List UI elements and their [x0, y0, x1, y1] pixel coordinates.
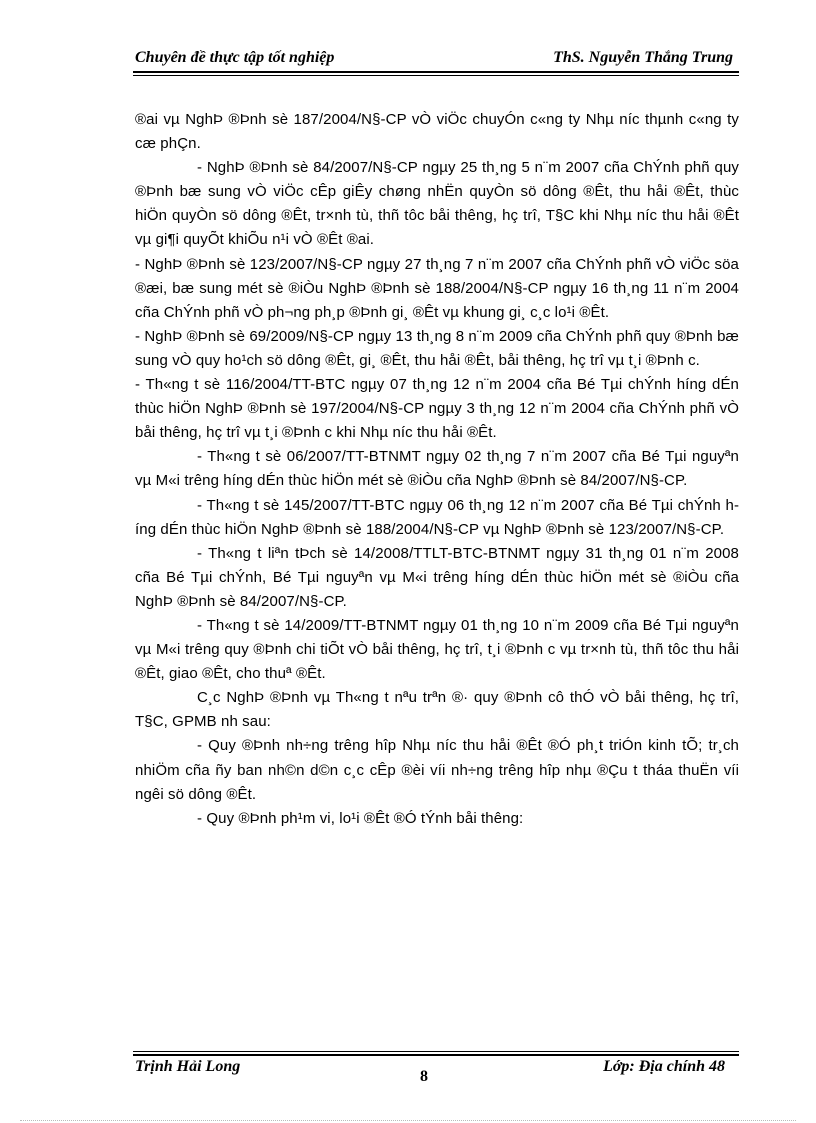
paragraph: - Th«ng t sè 06/2007/TT-BTNMT ngµy 02 th¸ng 7 n¨m 2007 cña Bé Tµi nguyªn vµ M«i trêng híng dÉn thùc hiÖn mét sè ®iÒu cña NghÞ ®Þnh sè 84/2007/N§-CP. [135, 448, 739, 490]
header-document-title: Chuyên đề thực tập tốt nghiệp [135, 49, 335, 66]
paragraph: - NghÞ ®Þnh sè 123/2007/N§-CP ngµy 27 th¸ng 7 n¨m 2007 cña ChÝnh phñ vÒ viÖc söa ®æi, bæ sung mét sè ®iÒu NghÞ ®Þnh sè 188/2004/N§-CP ngµy 16 th¸ng 11 n¨m 2004 cña ChÝnh phñ vÒ ph¬ng ph¸p ®Þnh gi¸ ®Êt vµ khung gi¸ c¸c lo¹i ®Êt. [135, 255, 739, 321]
footer-author-name: Trịnh Hải Long [135, 1058, 241, 1075]
footer-rule-thin [133, 1051, 739, 1052]
paragraph: ®ai vµ NghÞ ®Þnh sè 187/2004/N§-CP vÒ viÖc chuyÓn c«ng ty Nhµ níc thµnh c«ng ty cæ phÇn. [135, 111, 739, 153]
paragraph: - NghÞ ®Þnh sè 69/2009/N§-CP ngµy 13 th¸ng 8 n¨m 2009 cña ChÝnh phñ quy ®Þnh bæ sung vÒ quy ho¹ch sö dông ®Êt, gi¸ ®Êt, thu håi ®Êt, båi thêng, hç trî vµ t¸i ®Þnh c. [135, 327, 739, 369]
paragraph: - Th«ng t sè 116/2004/TT-BTC ngµy 07 th¸ng 12 n¨m 2004 cña Bé Tµi chÝnh híng dÉn thùc hiÖn NghÞ ®Þnh sè 197/2004/N§-CP ngµy 3 th¸ng 12 n¨m 2004 cña ChÝnh phñ vÒ båi thêng, hç trî vµ t¸i ®Þnh c khi Nhµ níc thu håi ®Êt. [135, 376, 739, 442]
page-edge-dotted-line [20, 1120, 796, 1121]
page-header [133, 46, 739, 70]
document-body [135, 108, 739, 831]
paragraph: - NghÞ ®Þnh sè 84/2007/N§-CP ngµy 25 th¸ng 5 n¨m 2007 cña ChÝnh phñ quy ®Þnh bæ sung vÒ viÖc cÊp giÊy chøng nhËn quyÒn sö dông ®Êt, thu håi ®Êt, thùc hiÖn quyÒn sö dông ®Êt, tr×nh tù, thñ tôc båi thêng, hç trî, T§C khi Nhµ níc thu håi ®Êt vµ gi¶i quyÕt khiÕu n¹i vÒ ®Êt ®ai. [135, 159, 739, 249]
paragraph: - Th«ng t sè 145/2007/TT-BTC ngµy 06 th¸ng 12 n¨m 2007 cña Bé Tµi chÝnh híng dÉn thùc hiÖn NghÞ ®Þnh sè 188/2004/N§-CP vµ NghÞ ®Þnh sè 123/2007/N§-CP. [135, 496, 739, 538]
header-advisor-name: ThS. Nguyễn Thắng Trung [553, 49, 733, 66]
paragraph: C¸c NghÞ ®Þnh vµ Th«ng t nªu trªn ®· quy ®Þnh cô thÓ vÒ båi thêng, hç trî, T§C, GPMB nh sau: [135, 689, 739, 731]
paragraph: - Th«ng t liªn tÞch sè 14/2008/TTLT-BTC-BTNMT ngµy 31 th¸ng 01 n¨m 2008 cña Bé Tµi chÝnh, Bé Tµi nguyªn vµ M«i trêng híng dÉn thùc hiÖn mét sè ®iÒu cña NghÞ ®Þnh sè 84/2007/N§-CP. [135, 544, 739, 610]
paragraph: - Quy ®Þnh nh÷ng trêng hîp Nhµ níc thu håi ®Êt ®Ó ph¸t triÓn kinh tÕ; tr¸ch nhiÖm cña ñy ban nh©n d©n c¸c cÊp ®èi víi nh÷ng trêng hîp nhµ ®Çu t tháa thuËn víi ngêi sö dông ®Êt. [135, 737, 739, 803]
paragraph: - Quy ®Þnh ph¹m vi, lo¹i ®Êt ®Ó tÝnh båi thêng: [197, 809, 524, 827]
header-rule-thin [133, 75, 739, 76]
paragraph: - Th«ng t sè 14/2009/TT-BTNMT ngµy 01 th¸ng 10 n¨m 2009 cña Bé Tµi nguyªn vµ M«i trêng quy ®Þnh chi tiÕt vÒ båi thêng, hç trî, t¸i ®Þnh c vµ tr×nh tù, thñ tôc thu håi ®Êt, giao ®Êt, cho thuª ®Êt. [135, 616, 739, 683]
footer-class-name: Lớp: Địa chính 48 [603, 1058, 725, 1075]
page-number: 8 [420, 1068, 428, 1085]
header-rule-thick [133, 71, 739, 73]
